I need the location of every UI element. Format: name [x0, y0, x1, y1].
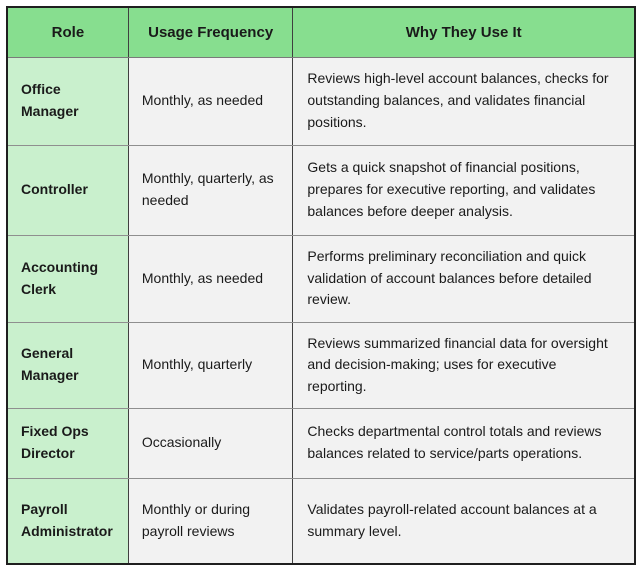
role-cell: Fixed Ops Director — [7, 408, 128, 478]
roles-usage-table — [6, 6, 636, 565]
table-row — [7, 235, 635, 322]
column-header-role: Role — [7, 7, 128, 57]
frequency-cell: Monthly or during payroll reviews — [128, 478, 293, 564]
role-cell: Accounting Clerk — [7, 235, 128, 322]
frequency-cell: Monthly, as needed — [128, 235, 293, 322]
table-header — [7, 7, 635, 57]
column-header-why-they-use-it: Why They Use It — [293, 7, 635, 57]
frequency-cell: Monthly, quarterly, as needed — [128, 145, 293, 235]
role-cell: Payroll Administrator — [7, 478, 128, 564]
table-row — [7, 145, 635, 235]
table-body — [7, 57, 635, 564]
frequency-cell: Occasionally — [128, 408, 293, 478]
role-cell: General Manager — [7, 322, 128, 408]
table-row — [7, 478, 635, 564]
frequency-cell: Monthly, quarterly — [128, 322, 293, 408]
frequency-cell: Monthly, as needed — [128, 57, 293, 145]
why-cell: Gets a quick snapshot of financial positions, prepares for executive reporting, and validates balances before deeper analysis. — [293, 145, 635, 235]
table-row — [7, 322, 635, 408]
column-header-usage-frequency: Usage Frequency — [128, 7, 293, 57]
table-row — [7, 408, 635, 478]
table-row — [7, 57, 635, 145]
header-row — [7, 7, 635, 57]
why-cell: Validates payroll-related account balances at a summary level. — [293, 478, 635, 564]
why-cell: Performs preliminary reconciliation and quick validation of account balances before detailed review. — [293, 235, 635, 322]
role-cell: Controller — [7, 145, 128, 235]
why-cell: Reviews high-level account balances, checks for outstanding balances, and validates financial positions. — [293, 57, 635, 145]
why-cell: Reviews summarized financial data for oversight and decision-making; uses for executive reporting. — [293, 322, 635, 408]
why-cell: Checks departmental control totals and reviews balances related to service/parts operations. — [293, 408, 635, 478]
role-cell: Office Manager — [7, 57, 128, 145]
